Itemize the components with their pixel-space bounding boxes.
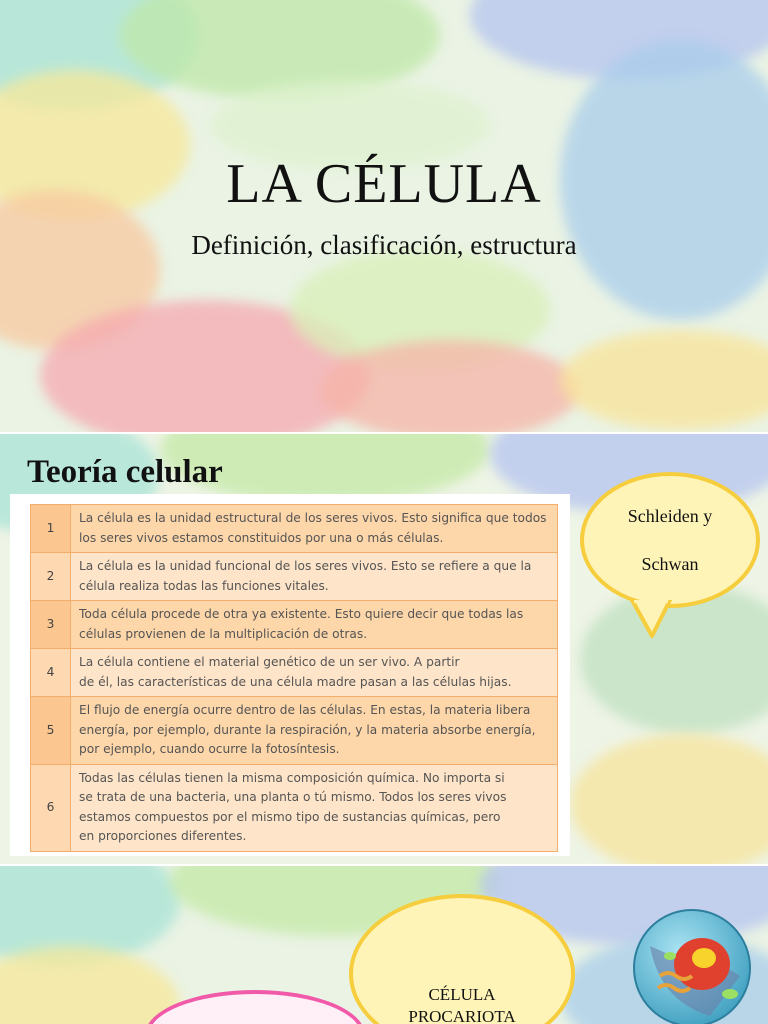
speech-bubble-authors <box>580 472 760 608</box>
title-slide <box>0 0 768 432</box>
row-text <box>71 601 558 649</box>
table-row <box>31 505 558 553</box>
table-row <box>31 697 558 765</box>
bg-blob <box>570 734 768 864</box>
theory-table <box>30 504 558 852</box>
row-text <box>71 697 558 765</box>
animal-cell-illustration <box>630 906 760 1024</box>
table-row <box>31 764 558 851</box>
speech-bubble-tail <box>630 600 674 640</box>
text-line: Todas las células tienen la misma composición química. No importa si <box>79 770 505 785</box>
table-row <box>31 649 558 697</box>
row-text <box>71 764 558 851</box>
bubble-line: Schwan <box>641 554 699 574</box>
bg-blob <box>0 946 180 1024</box>
text-line: La célula es la unidad estructural de los seres vivos. Esto significa que todos <box>79 511 547 525</box>
theory-table-card <box>10 494 570 856</box>
row-number: 2 <box>31 553 71 601</box>
bg-blob <box>320 340 580 432</box>
table-row <box>31 553 558 601</box>
text-line: célula realiza todas las funciones vitales. <box>79 578 329 593</box>
row-number: 4 <box>31 649 71 697</box>
row-text <box>71 505 558 553</box>
bubble-line: PROCARIOTA <box>408 1007 516 1024</box>
theory-slide <box>0 434 768 864</box>
text-line: La célula es la unidad funcional de los seres vivos. Esto se refiere a que la <box>79 559 532 573</box>
text-line: por ejemplo, cuando ocurre la fotosíntesis. <box>79 742 340 756</box>
slide-title: LA CÉLULA <box>226 153 542 215</box>
text-line: estamos compuestos por el mismo tipo de sustancias químicas, pero <box>79 809 501 824</box>
bg-blob <box>560 330 768 430</box>
bubble-line: Schleiden y <box>627 506 713 526</box>
cell-types-slide <box>0 866 768 1024</box>
table-row <box>31 601 558 649</box>
row-number: 6 <box>31 764 71 851</box>
row-text <box>71 553 558 601</box>
bubble-line: CÉLULA <box>428 985 496 1004</box>
row-text <box>71 649 558 697</box>
text-line: se trata de una bacteria, una planta o tú mismo. Todos los seres vivos <box>79 790 507 804</box>
text-line: Toda célula procede de otra ya existente. Esto quiere decir que todas las <box>79 607 524 621</box>
row-number: 3 <box>31 601 71 649</box>
slide-subtitle: Definición, clasificación, estructura <box>191 230 577 260</box>
text-line: células provienen de la multiplicación de otras. <box>79 626 368 641</box>
text-line: La célula contiene el material genético de un ser vivo. A partir <box>79 655 460 669</box>
row-number: 5 <box>31 697 71 765</box>
text-line: El flujo de energía ocurre dentro de las células. En estas, la materia libera <box>79 703 531 717</box>
text-line: de él, las características de una célula madre pasan a las células hijas. <box>79 674 512 689</box>
text-line: en proporciones diferentes. <box>79 829 247 843</box>
text-line: los seres vivos estamos constituidos por una o más células. <box>79 530 444 545</box>
text-line: energía, por ejemplo, durante la respiración, y la materia absorbe energía, <box>79 722 536 737</box>
row-number: 1 <box>31 505 71 553</box>
section-heading: Teoría celular <box>27 454 223 490</box>
